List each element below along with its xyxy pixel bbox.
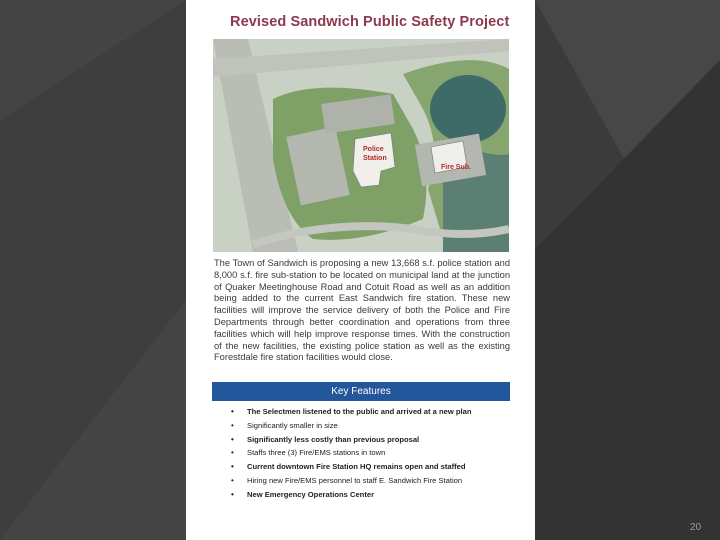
police-station-label-1: Police <box>363 146 384 153</box>
key-features-list <box>231 405 511 502</box>
police-station-label-2: Station <box>363 155 387 162</box>
bullet-icon: • <box>231 434 234 444</box>
bullet-icon: • <box>231 420 234 430</box>
key-features-header: Key Features <box>212 382 510 401</box>
slide-number: 20 <box>690 522 702 533</box>
site-plan-image <box>213 39 509 252</box>
list-item: • Current downtown Fire Station HQ remains open and staffed <box>231 460 511 474</box>
bullet-icon: • <box>231 407 234 416</box>
fire-sub-label: Fire Sub. <box>441 164 471 171</box>
list-item: • Hiring new Fire/EMS personnel to staff E. Sandwich Fire Station <box>231 474 511 488</box>
bullet-icon: • <box>231 448 234 458</box>
project-description: The Town of Sandwich is proposing a new 13,668 s.f. police station and 8,000 s.f. fire sub-station to be located on municipal land at the junction of Quaker Meetinghouse Road and Cotuit Road as well as an addition being added to the current East Sandwich fire station. These new facilities will improve the service delivery of both the Police and Fire Departments through better coordination and operations from three facilities which will help improve response times. With the construction of the new facilities, the existing police station as well as the existing Forestdale fire station facilities would close. <box>214 258 510 363</box>
list-item: • Significantly less costly than previous proposal <box>231 433 511 447</box>
bullet-icon: • <box>231 475 234 485</box>
list-item: • Significantly smaller in size <box>231 419 511 433</box>
list-item: • The Selectmen listened to the public and arrived at a new plan <box>231 405 511 419</box>
page-title: Revised Sandwich Public Safety Project <box>230 14 510 30</box>
list-item: • New Emergency Operations Center <box>231 488 511 502</box>
bullet-icon: • <box>231 462 234 472</box>
document-page <box>186 0 535 540</box>
list-item: • Staffs three (3) Fire/EMS stations in town <box>231 446 511 460</box>
bullet-icon: • <box>231 489 234 499</box>
